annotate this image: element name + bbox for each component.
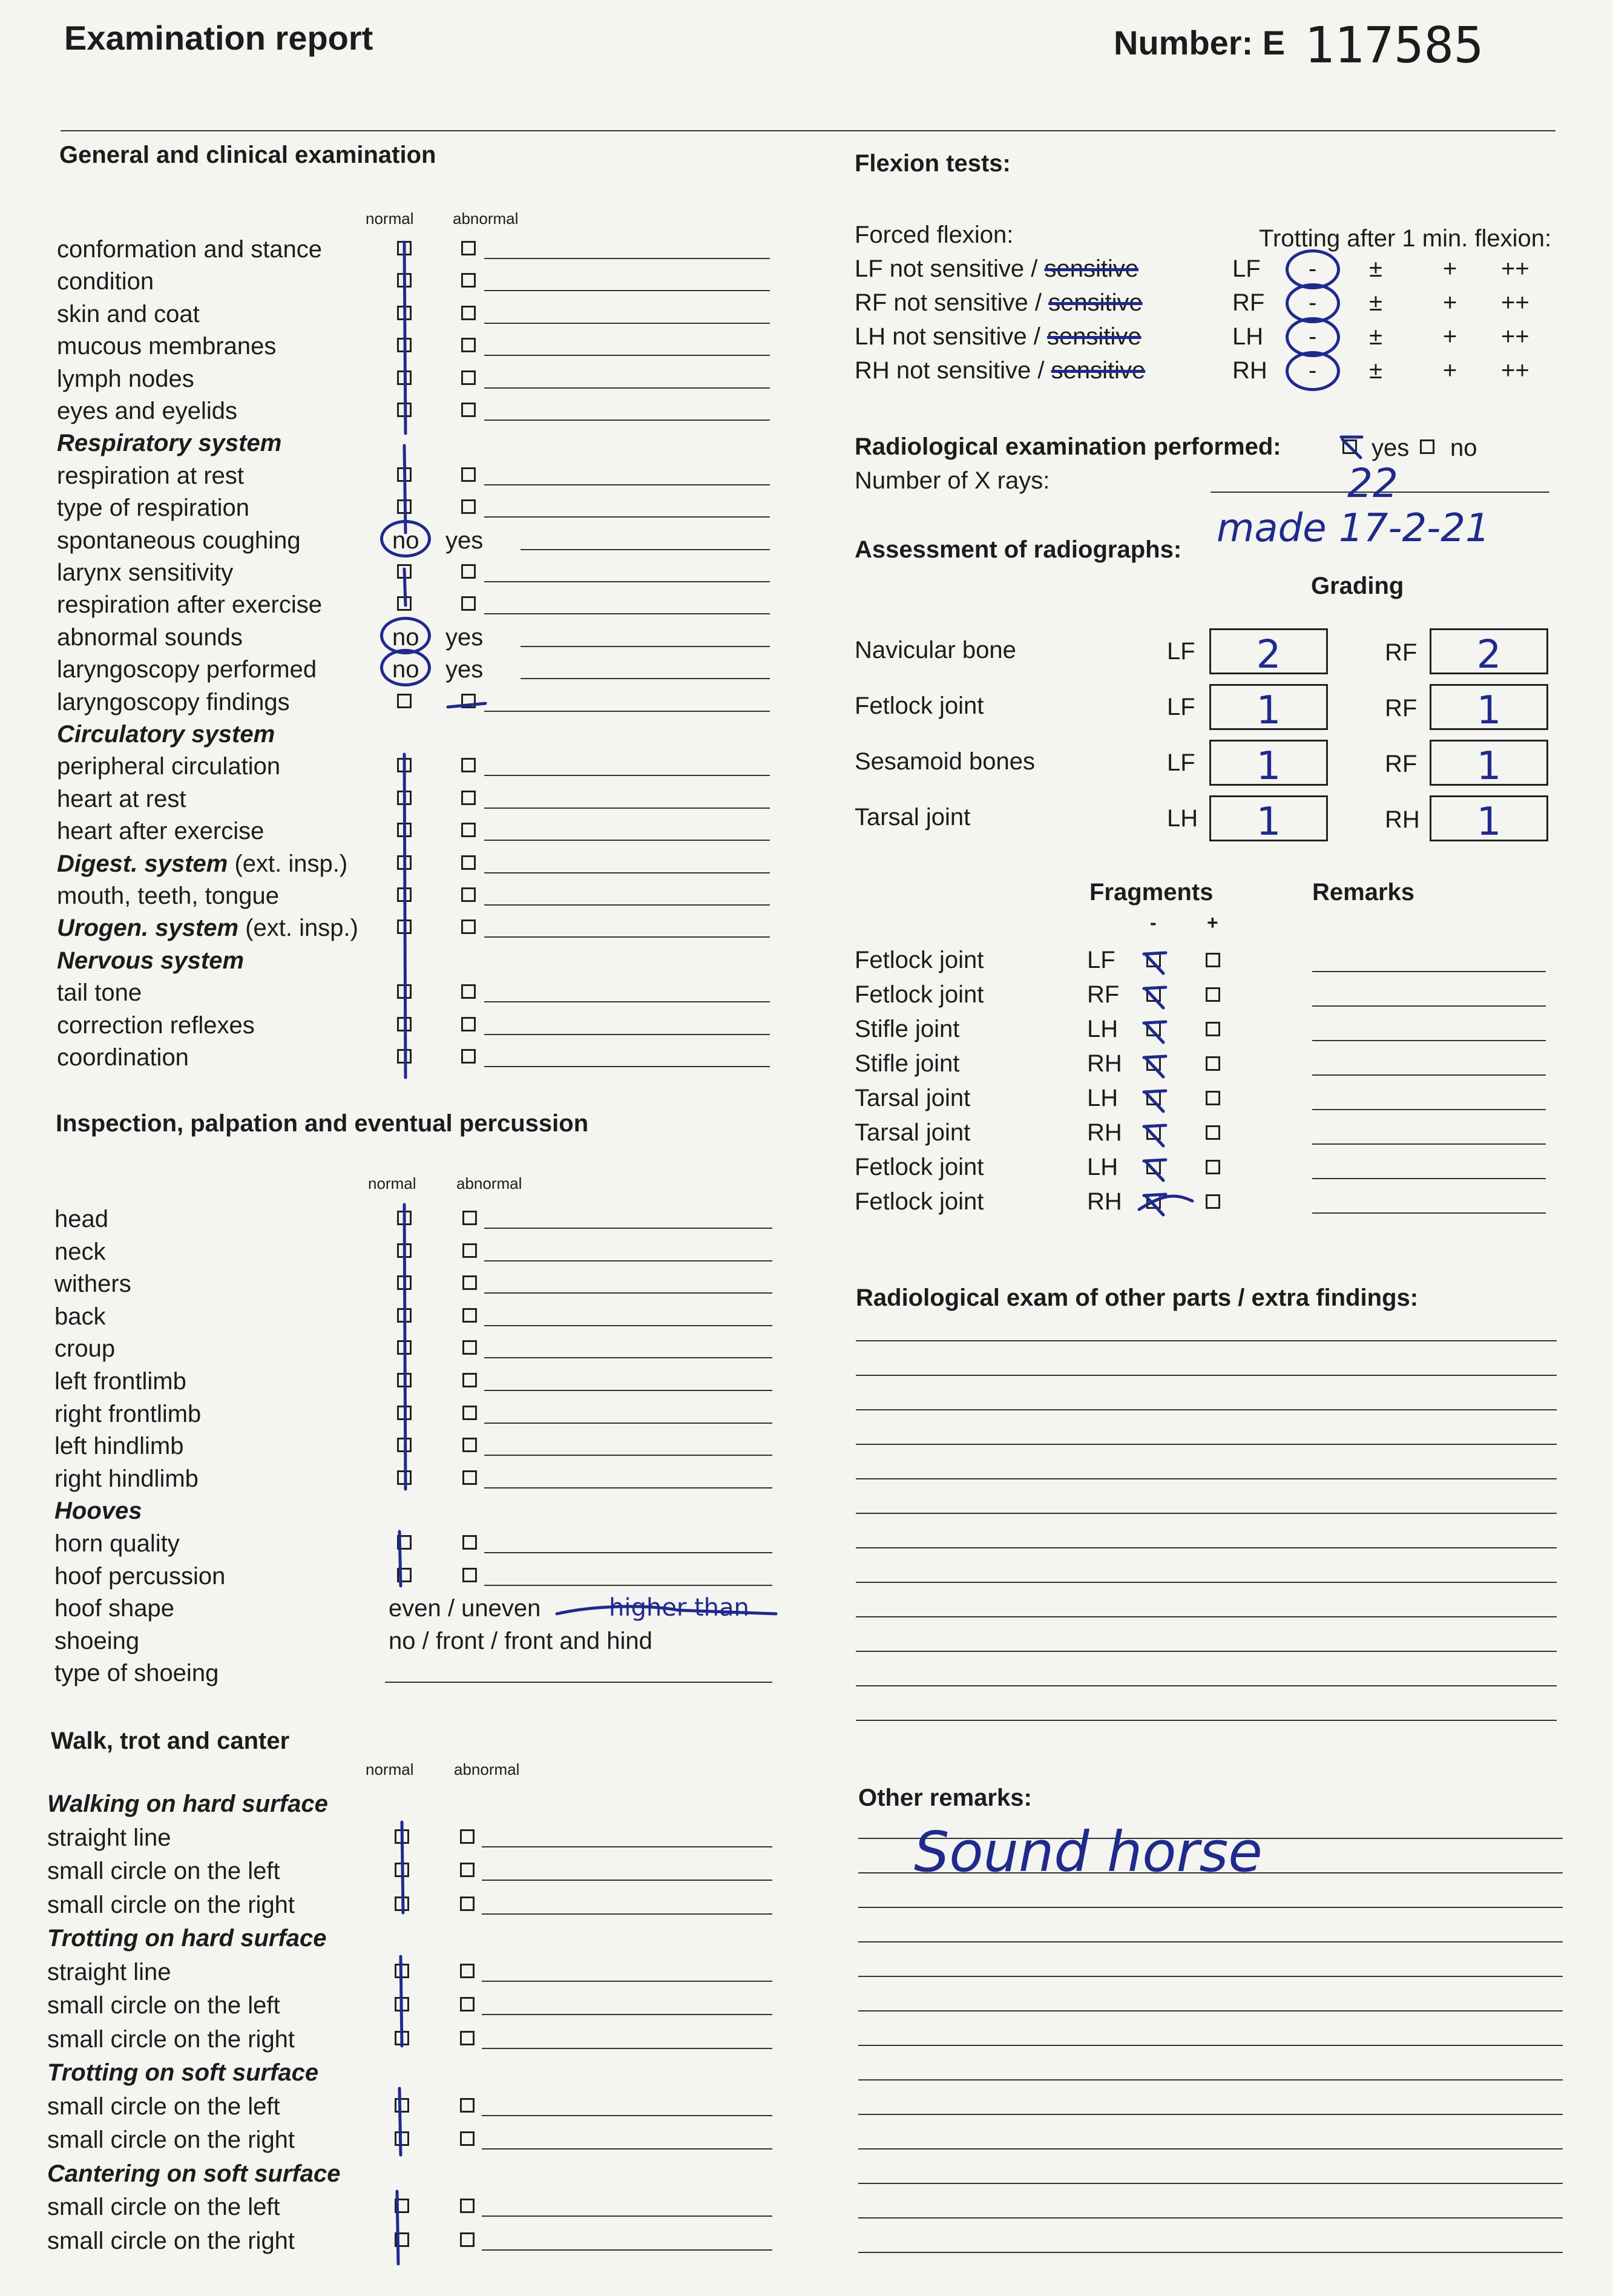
remarks-label: Remarks bbox=[1312, 879, 1415, 906]
gait-row-label: small circle on the right bbox=[47, 1891, 295, 1918]
inspection-row-text: even / uneven bbox=[389, 1595, 541, 1622]
grading-left-value: 1 bbox=[1256, 800, 1281, 844]
gait-row-label: straight line bbox=[47, 1958, 171, 1985]
fragment-joint-name: Fetlock joint bbox=[855, 1188, 984, 1215]
inspection-row-label: left frontlimb bbox=[54, 1368, 186, 1395]
general-row-label: eyes and eyelids bbox=[57, 398, 237, 424]
flexion-row-label: LF not sensitive / sensitive bbox=[855, 255, 1139, 282]
inspection-col-abnormal: abnormal bbox=[456, 1174, 522, 1192]
trotting-flexion-label: Trotting after 1 min. flexion: bbox=[1259, 225, 1552, 252]
inspection-row-label: withers bbox=[54, 1271, 131, 1298]
flexion-grade-option[interactable]: ++ bbox=[1501, 255, 1529, 282]
gait-col-normal: normal bbox=[366, 1760, 414, 1778]
grading-right-value: 1 bbox=[1476, 800, 1502, 844]
general-row-label: laryngoscopy findings bbox=[57, 688, 290, 715]
flexion-grade-minus[interactable]: - bbox=[1309, 323, 1317, 350]
fragment-joint-name: Tarsal joint bbox=[855, 1085, 971, 1111]
general-choice-yes[interactable]: yes bbox=[445, 527, 484, 554]
inspection-row-label: type of shoeing bbox=[54, 1660, 219, 1687]
general-choice-no[interactable]: no bbox=[392, 656, 419, 683]
inspection-row-label: horn quality bbox=[54, 1530, 180, 1557]
flexion-struck-sensitive: sensitive bbox=[1048, 289, 1143, 316]
flexion-grade-option[interactable]: + bbox=[1443, 255, 1457, 282]
general-row-label: respiration after exercise bbox=[57, 591, 322, 619]
general-row-label: Digest. system (ext. insp.) bbox=[57, 850, 348, 877]
flexion-title: Flexion tests: bbox=[855, 150, 1011, 177]
radiology-performed-label: Radiological examination performed: bbox=[855, 433, 1281, 460]
fragment-limb: LH bbox=[1087, 1085, 1119, 1111]
grading-left-limb: LH bbox=[1167, 805, 1198, 832]
fragment-joint-name: Tarsal joint bbox=[855, 1119, 971, 1146]
other-remarks-label: Other remarks: bbox=[858, 1784, 1032, 1811]
general-row-label: coordination bbox=[57, 1044, 189, 1071]
general-row-label: peripheral circulation bbox=[57, 753, 281, 780]
grading-left-value: 1 bbox=[1256, 688, 1281, 733]
general-row-label: type of respiration bbox=[57, 495, 249, 522]
flexion-grade-minus[interactable]: - bbox=[1309, 357, 1317, 384]
fragment-limb: LH bbox=[1087, 1016, 1119, 1042]
flexion-row-label: LH not sensitive / sensitive bbox=[855, 323, 1142, 350]
general-row-label: larynx sensitivity bbox=[57, 559, 234, 586]
general-row-label: lymph nodes bbox=[57, 365, 194, 392]
laryngoscopy-findings-strike bbox=[448, 703, 485, 707]
fragment-joint-name: Stifle joint bbox=[855, 1050, 960, 1077]
grading-right-limb: RF bbox=[1385, 751, 1418, 777]
general-row-label: Circulatory system bbox=[57, 721, 275, 748]
inspection-row-label: croup bbox=[54, 1335, 116, 1363]
fragments-plus-header: + bbox=[1207, 912, 1218, 933]
fragment-last-tail bbox=[1139, 1196, 1192, 1209]
gait-section-title: Walk, trot and canter bbox=[51, 1728, 290, 1754]
inspection-row-label: back bbox=[54, 1303, 106, 1330]
grading-bone-name: Tarsal joint bbox=[855, 804, 971, 831]
fragment-joint-name: Fetlock joint bbox=[855, 981, 984, 1008]
inspection-col-normal: normal bbox=[368, 1174, 416, 1192]
general-row-label: abnormal sounds bbox=[57, 623, 243, 651]
flexion-grade-minus[interactable]: - bbox=[1309, 289, 1317, 316]
grading-bone-name: Sesamoid bones bbox=[855, 748, 1035, 775]
other-parts-label: Radiological exam of other parts / extra findings: bbox=[856, 1285, 1419, 1311]
flexion-limb: LF bbox=[1232, 255, 1261, 282]
inspection-row-note: higher than bbox=[609, 1594, 749, 1622]
fragments-minus-header: - bbox=[1150, 912, 1157, 933]
flexion-grade-option[interactable]: ++ bbox=[1501, 323, 1529, 350]
inspection-row-label: head bbox=[54, 1206, 108, 1232]
general-row-label: condition bbox=[57, 268, 154, 295]
fragments-label: Fragments bbox=[1089, 879, 1214, 906]
general-row-label: conformation and stance bbox=[57, 236, 323, 263]
general-normal-tick-line bbox=[404, 242, 406, 1077]
general-row-label: skin and coat bbox=[57, 300, 200, 327]
grading-right-value: 2 bbox=[1476, 633, 1502, 677]
flexion-row-label: RF not sensitive / sensitive bbox=[855, 289, 1143, 316]
flexion-grade-option[interactable]: + bbox=[1443, 357, 1457, 384]
inspection-section-title: Inspection, palpation and eventual percussion bbox=[56, 1110, 589, 1137]
gait-col-abnormal: abnormal bbox=[454, 1760, 520, 1778]
grading-label: Grading bbox=[1311, 573, 1404, 599]
forced-flexion-label: Forced flexion: bbox=[855, 222, 1014, 248]
fragment-limb: RF bbox=[1087, 981, 1120, 1008]
grading-left-limb: LF bbox=[1167, 638, 1195, 665]
flexion-struck-sensitive: sensitive bbox=[1044, 255, 1139, 282]
gait-row-label: Walking on hard surface bbox=[47, 1791, 328, 1817]
radiology-no-label: no bbox=[1450, 435, 1477, 461]
fragment-limb: LF bbox=[1087, 947, 1115, 973]
gait-row-label: small circle on the right bbox=[47, 2127, 295, 2153]
flexion-grade-option[interactable]: ++ bbox=[1501, 357, 1529, 384]
flexion-grade-option[interactable]: ± bbox=[1369, 323, 1382, 350]
general-col-abnormal: abnormal bbox=[453, 209, 519, 228]
grading-right-limb: RH bbox=[1385, 806, 1420, 833]
general-col-normal: normal bbox=[366, 209, 414, 228]
xray-count-label: Number of X rays: bbox=[855, 467, 1050, 494]
xray-made-date-note: made 17-2-21 bbox=[1217, 506, 1490, 551]
general-row-label: Nervous system bbox=[57, 947, 245, 974]
general-row-label: mouth, teeth, tongue bbox=[57, 883, 279, 909]
flexion-limb: LH bbox=[1232, 323, 1264, 350]
flexion-grade-option[interactable]: + bbox=[1443, 323, 1457, 350]
grading-right-limb: RF bbox=[1385, 695, 1418, 722]
flexion-row-label: RH not sensitive / sensitive bbox=[855, 357, 1146, 384]
grading-left-value: 1 bbox=[1256, 744, 1281, 789]
radiology-yes-label: yes bbox=[1372, 435, 1410, 461]
report-number-label: Number: E bbox=[1114, 24, 1286, 62]
inspection-row-label: shoeing bbox=[54, 1627, 140, 1654]
fragment-limb: RH bbox=[1087, 1050, 1122, 1077]
general-choice-no[interactable]: no bbox=[392, 623, 419, 651]
general-row-suffix: (ext. insp.) bbox=[228, 850, 348, 877]
inspection-row-label: hoof percussion bbox=[54, 1562, 226, 1590]
grading-right-limb: RF bbox=[1385, 639, 1418, 666]
inspection-row-text: no / front / front and hind bbox=[389, 1627, 652, 1654]
flexion-struck-sensitive: sensitive bbox=[1046, 323, 1142, 350]
grading-left-limb: LF bbox=[1167, 749, 1195, 776]
report-title: Examination report bbox=[64, 19, 373, 57]
grading-bone-name: Fetlock joint bbox=[855, 692, 984, 719]
inspection-row-label: right hindlimb bbox=[54, 1465, 199, 1492]
flexion-grade-option[interactable]: ± bbox=[1369, 357, 1382, 384]
general-row-label: spontaneous coughing bbox=[57, 527, 301, 554]
gait-row-label: small circle on the right bbox=[47, 2227, 295, 2254]
fragment-joint-name: Fetlock joint bbox=[855, 1154, 984, 1180]
report-number-value: 117585 bbox=[1304, 17, 1484, 74]
flexion-grade-option[interactable]: ++ bbox=[1501, 289, 1529, 316]
xray-count-value: 22 bbox=[1347, 460, 1398, 507]
gait-row-label: Trotting on hard surface bbox=[47, 1925, 327, 1952]
grading-left-value: 2 bbox=[1256, 633, 1281, 677]
flexion-limb: RF bbox=[1232, 289, 1265, 316]
fragment-joint-name: Stifle joint bbox=[855, 1016, 960, 1042]
general-row-label: Urogen. system (ext. insp.) bbox=[57, 915, 358, 942]
inspection-row-label: hoof shape bbox=[54, 1595, 174, 1622]
general-section-title: General and clinical examination bbox=[59, 142, 436, 168]
gait-row-label: Trotting on soft surface bbox=[47, 2059, 319, 2086]
general-row-label: laryngoscopy performed bbox=[57, 656, 317, 683]
general-choice-yes[interactable]: yes bbox=[445, 656, 484, 683]
fragment-limb: RH bbox=[1087, 1188, 1122, 1215]
gait-row-label: straight line bbox=[47, 1824, 171, 1851]
gait-row-label: Cantering on soft surface bbox=[47, 2160, 341, 2187]
general-row-label: correction reflexes bbox=[57, 1011, 255, 1039]
general-row-label: heart after exercise bbox=[57, 818, 264, 845]
general-choice-yes[interactable]: yes bbox=[445, 623, 484, 651]
general-row-label: tail tone bbox=[57, 979, 142, 1007]
inspection-row-label: neck bbox=[54, 1238, 106, 1265]
general-row-suffix: (ext. insp.) bbox=[238, 915, 358, 942]
general-row-label: heart at rest bbox=[57, 785, 186, 812]
flexion-grade-option[interactable]: ± bbox=[1369, 289, 1382, 316]
inspection-row-label: left hindlimb bbox=[54, 1433, 184, 1460]
flexion-grade-minus[interactable]: - bbox=[1309, 255, 1317, 282]
grading-left-limb: LF bbox=[1167, 694, 1195, 720]
general-row-label: respiration at rest bbox=[57, 462, 245, 489]
other-remarks-text: Sound horse bbox=[914, 1820, 1263, 1884]
grading-right-value: 1 bbox=[1476, 688, 1502, 733]
assessment-label: Assessment of radiographs: bbox=[855, 536, 1182, 563]
flexion-limb: RH bbox=[1232, 357, 1267, 384]
gait-row-label: small circle on the right bbox=[47, 2025, 295, 2053]
flexion-grade-option[interactable]: ± bbox=[1369, 255, 1382, 282]
fragment-joint-name: Fetlock joint bbox=[855, 947, 984, 973]
hoof-shape-underline bbox=[557, 1607, 776, 1614]
inspection-row-label: Hooves bbox=[54, 1498, 142, 1525]
gait-row-label: small circle on the left bbox=[47, 1858, 280, 1884]
flexion-grade-option[interactable]: + bbox=[1443, 289, 1457, 316]
grading-right-value: 1 bbox=[1476, 744, 1502, 789]
gait-row-label: small circle on the left bbox=[47, 2093, 280, 2120]
gait-normal-tick-line bbox=[397, 1822, 403, 2264]
general-row-label: mucous membranes bbox=[57, 333, 277, 360]
gait-row-label: small circle on the left bbox=[47, 1992, 280, 2019]
general-row-label: Respiratory system bbox=[57, 430, 282, 457]
gait-row-label: small circle on the left bbox=[47, 2194, 280, 2220]
grading-bone-name: Navicular bone bbox=[855, 637, 1016, 663]
inspection-row-label: right frontlimb bbox=[54, 1400, 202, 1427]
general-choice-no[interactable]: no bbox=[392, 527, 419, 554]
fragment-limb: RH bbox=[1087, 1119, 1122, 1146]
flexion-struck-sensitive: sensitive bbox=[1051, 357, 1146, 384]
inspection-normal-tick-line bbox=[399, 1205, 406, 1586]
fragment-limb: LH bbox=[1087, 1154, 1119, 1180]
